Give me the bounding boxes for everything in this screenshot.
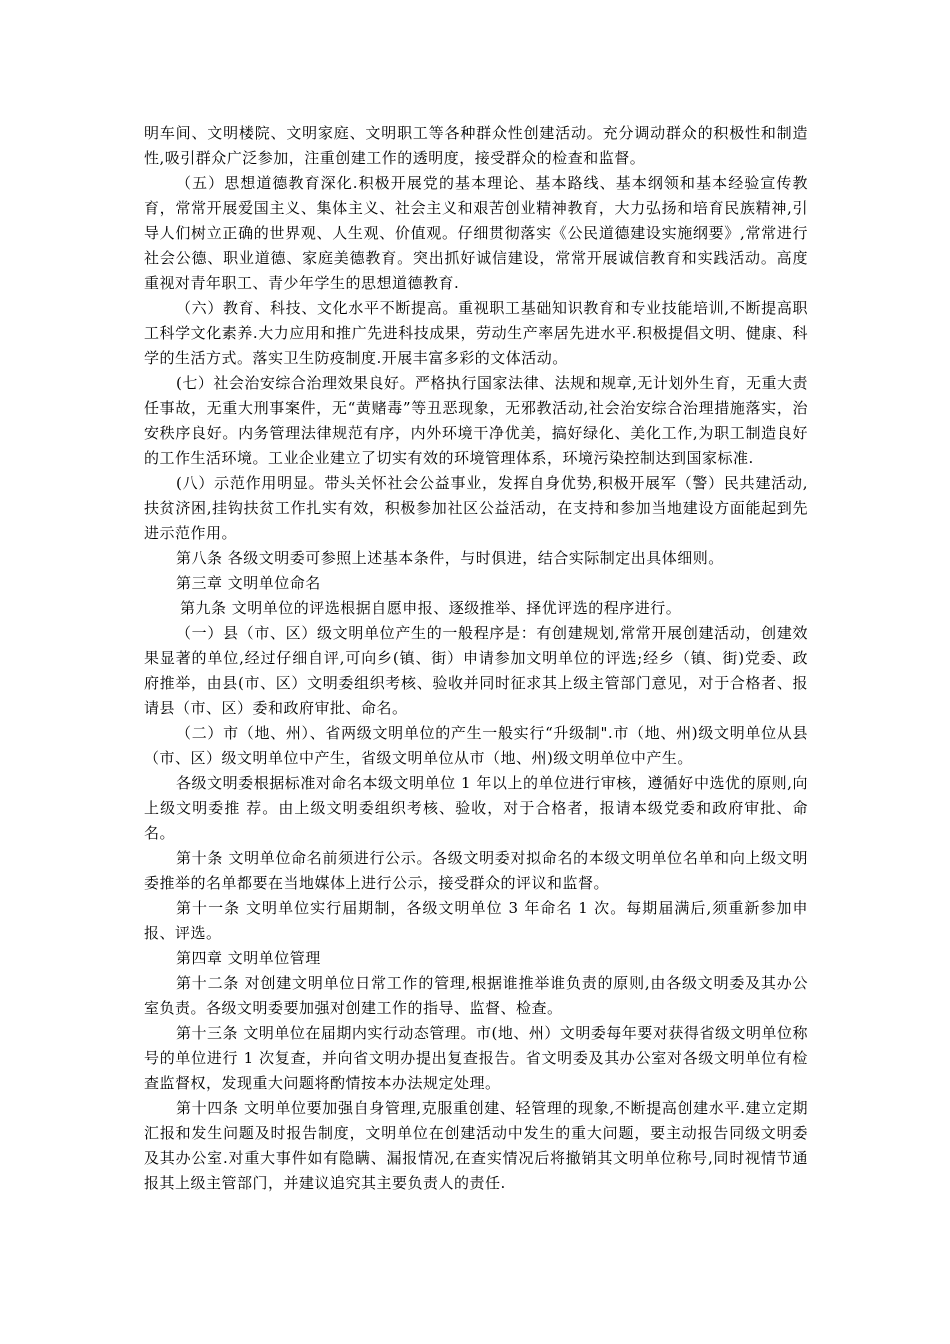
document-page [144, 121, 808, 1196]
paragraph-section-5: （五）思想道德教育深化.积极开展党的基本理论、基本路线、基本纲领和基本经验宣传教育，常常开展爱国主义、集体主义、社会主义和艰苦创业精神教育，大力弘扬和培育民族精神,引导人们树立正确的世界观、人生观、价值观。仔细贯彻落实《公民道德建设实施纲要》,常常进行社会公德、职业道德、家庭美德教育。突出抓好诚信建设，常常开展诚信教育和实践活动。高度重视对青年职工、青少年学生的思想道德教育. [144, 174, 808, 292]
article-9: 第九条 文明单位的评选根据自愿申报、逐级推举、择优评选的程序进行。 [180, 599, 682, 617]
paragraph-1: 明车间、文明楼院、文明家庭、文明职工等各种群众性创建活动。充分调动群众的积极性和制造性,吸引群众广泛参加，注重创建工作的透明度，接受群众的检查和监督。 [144, 124, 808, 167]
paragraph-section-6: （六）教育、科技、文化水平不断提高。重视职工基础知识教育和专业技能培训,不断提高职工科学文化素养.大力应用和推广先进科技成果，劳动生产率居先进水平.积极提倡文明、健康、科学的生活方式。落实卫生防疫制度.开展丰富多彩的文体活动。 [144, 299, 808, 367]
paragraph-section-8: (八）示范作用明显。带头关怀社会公益事业，发挥自身优势,积极开展军（警）民共建活动,扶贫济困,挂钩扶贫工作扎实有效，积极参加社区公益活动，在支持和参加当地建设方面能起到先进示范作用。 [144, 474, 808, 542]
article-12: 第十二条 对创建文明单位日常工作的管理,根据谁推举谁负责的原则,由各级文明委及其办公室负责。各级文明委要加强对创建工作的指导、监督、检查。 [144, 974, 808, 1017]
article-10: 第十条 文明单位命名前须进行公示。各级文明委对拟命名的本级文明单位名单和向上级文明委推举的名单都要在当地媒体上进行公示，接受群众的评议和监督。 [144, 849, 808, 892]
chapter-4-heading: 第四章 文明单位管理 [176, 949, 321, 967]
article-14: 第十四条 文明单位要加强自身管理,克服重创建、轻管理的现象,不断提高创建水平.建立定期汇报和发生问题及时报告制度，文明单位在创建活动中发生的重大问题，要主动报告同级文明委及其办公室.对重大事件如有隐瞒、漏报情况,在查实情况后将撤销其文明单位称号,同时视情节通报其上级主管部门，并建议追究其主要负责人的责任. [144, 1099, 808, 1192]
article-9-review: 各级文明委根据标准对命名本级文明单位 1 年以上的单位进行审核，遵循好中选优的原则,向上级文明委推 荐。由上级文明委组织考核、验收，对于合格者，报请本级党委和政府审批、命名。 [144, 774, 808, 842]
chapter-3-heading: 第三章 文明单位命名 [176, 574, 321, 592]
article-11: 第十一条 文明单位实行届期制，各级文明单位 3 年命名 1 次。每期届满后,须重新参加申报、评选。 [144, 899, 808, 942]
article-9-item-2: （二）市（地、州）、省两级文明单位的产生一般实行“升级制".市（地、州)级文明单位从县（市、区）级文明单位中产生，省级文明单位从市（地、州)级文明单位中产生。 [144, 724, 808, 767]
paragraph-section-7: (七）社会治安综合治理效果良好。严格执行国家法律、法规和规章,无计划外生育，无重大责任事故，无重大刑事案件，无“黄赌毒”等丑恶现象，无邪教活动,社会治安综合治理措施落实，治安秩序良好。内务管理法律规范有序，内外环境干净优美，搞好绿化、美化工作,为职工制造良好的工作生活环境。工业企业建立了切实有效的环境管理体系，环境污染控制达到国家标准. [144, 374, 808, 467]
article-8: 第八条 各级文明委可参照上述基本条件，与时俱进，结合实际制定出具体细则。 [176, 549, 724, 567]
article-13: 第十三条 文明单位在届期内实行动态管理。市(地、州）文明委每年要对获得省级文明单位称号的单位进行 1 次复查，并向省文明办提出复查报告。省文明委及其办公室对各级文明单位有检查监督权，发现重大问题将酌情按本办法规定处理。 [144, 1024, 808, 1092]
article-9-item-1: （一）县（市、区）级文明单位产生的一般程序是：有创建规划,常常开展创建活动，创建效果显著的单位,经过仔细自评,可向乡(镇、街）申请参加文明单位的评选;经乡（镇、街)党委、政府推举，由县(市、区）文明委组织考核、验收并同时征求其上级主管部门意见，对于合格者、报请县（市、区）委和政府审批、命名。 [144, 624, 808, 717]
